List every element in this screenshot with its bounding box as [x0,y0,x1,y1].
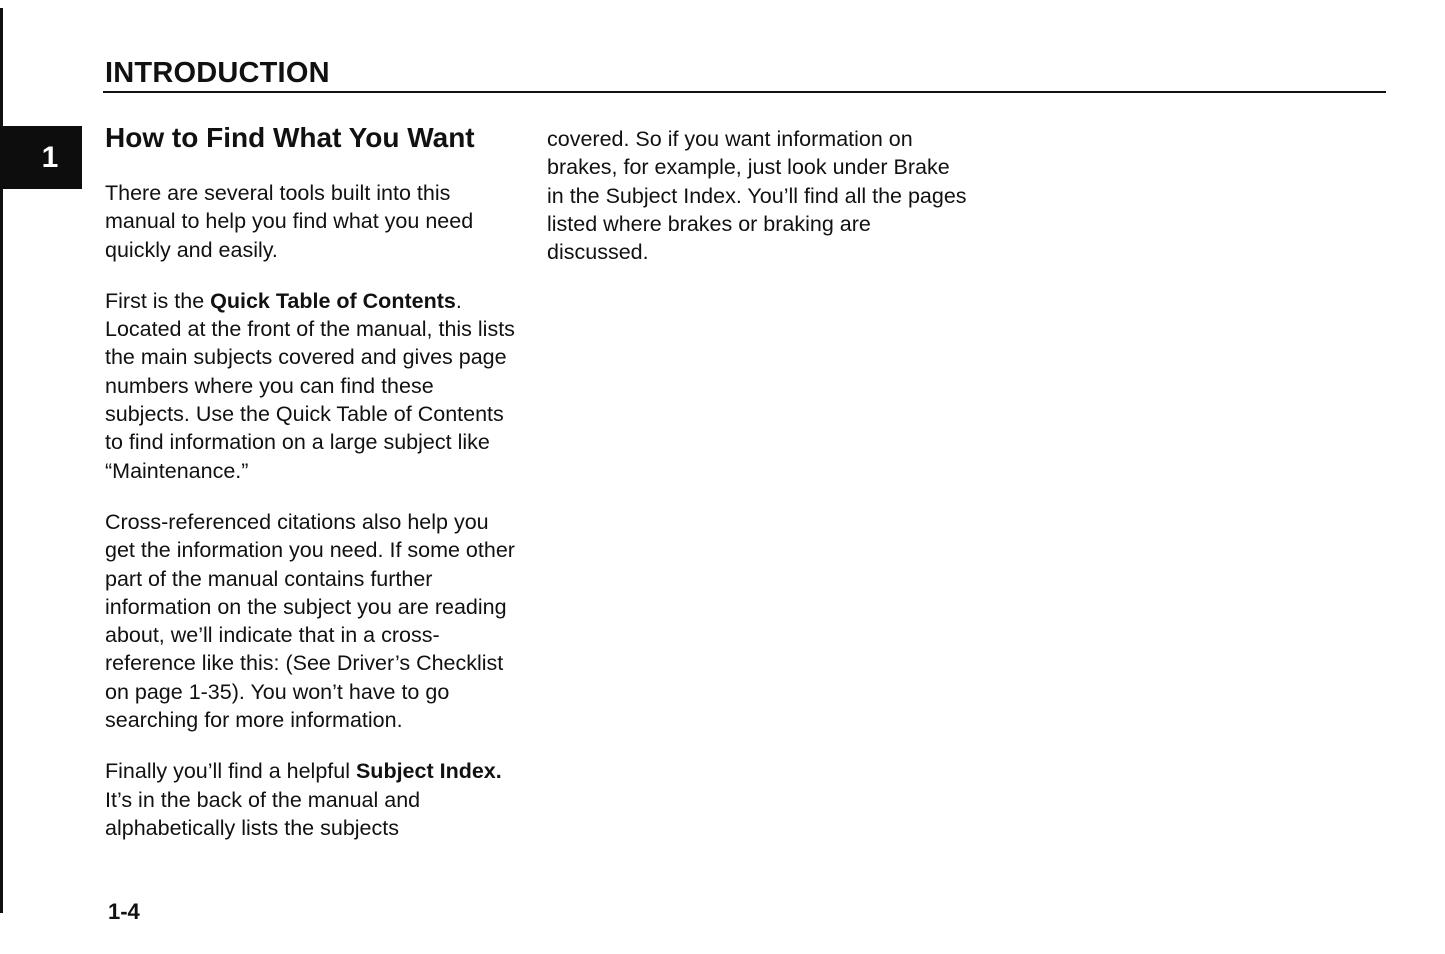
section-header: INTRODUCTION [105,57,330,89]
subject-index-text: It’s in the back of the manual and alphabetically lists the subjects [105,787,421,840]
quick-toc-text: . Located at the front of the manual, this lists the main subjects covered and gives page numbers where you can find these subjects. Use the Quick Table of Contents to find information on a large subject like “Maintenance.” [105,288,515,483]
paragraph-subject-index [105,757,520,842]
right-column [547,125,967,289]
quick-toc-lead: First is the [105,288,211,313]
chapter-tab: 1 [0,126,82,189]
section-heading: How to Find What You Want [105,122,475,153]
paragraph-cross-reference [105,508,520,734]
page-number: 1-4 [108,899,140,924]
paragraph-intro [105,179,520,264]
paragraph-continued [547,125,967,266]
cross-reference-text: Cross-referenced citations also help you get the information you need. If some other part of the manual contains further information on the subject you are reading about, we’ll indicate that in a cross-reference like this: (See Driver’s Checklist on page 1-35). You won’t have to go searching for more information. [105,509,515,733]
subject-index-term: Subject Index. [355,759,502,784]
paragraph-intro-text: There are several tools built into this manual to help you find what you need quickly and easily. [105,181,474,262]
left-column [105,179,520,865]
subject-index-lead: Finally you’ll find a helpful [105,759,356,784]
continued-text: covered. So if you want information on brakes, for example, just look under Brake in the Subject Index. You’ll find all the pages listed where brakes or braking are discussed. [547,127,967,265]
header-rule [103,91,1386,93]
paragraph-quick-toc [105,287,520,485]
quick-toc-term: Quick Table of Contents [210,288,456,313]
